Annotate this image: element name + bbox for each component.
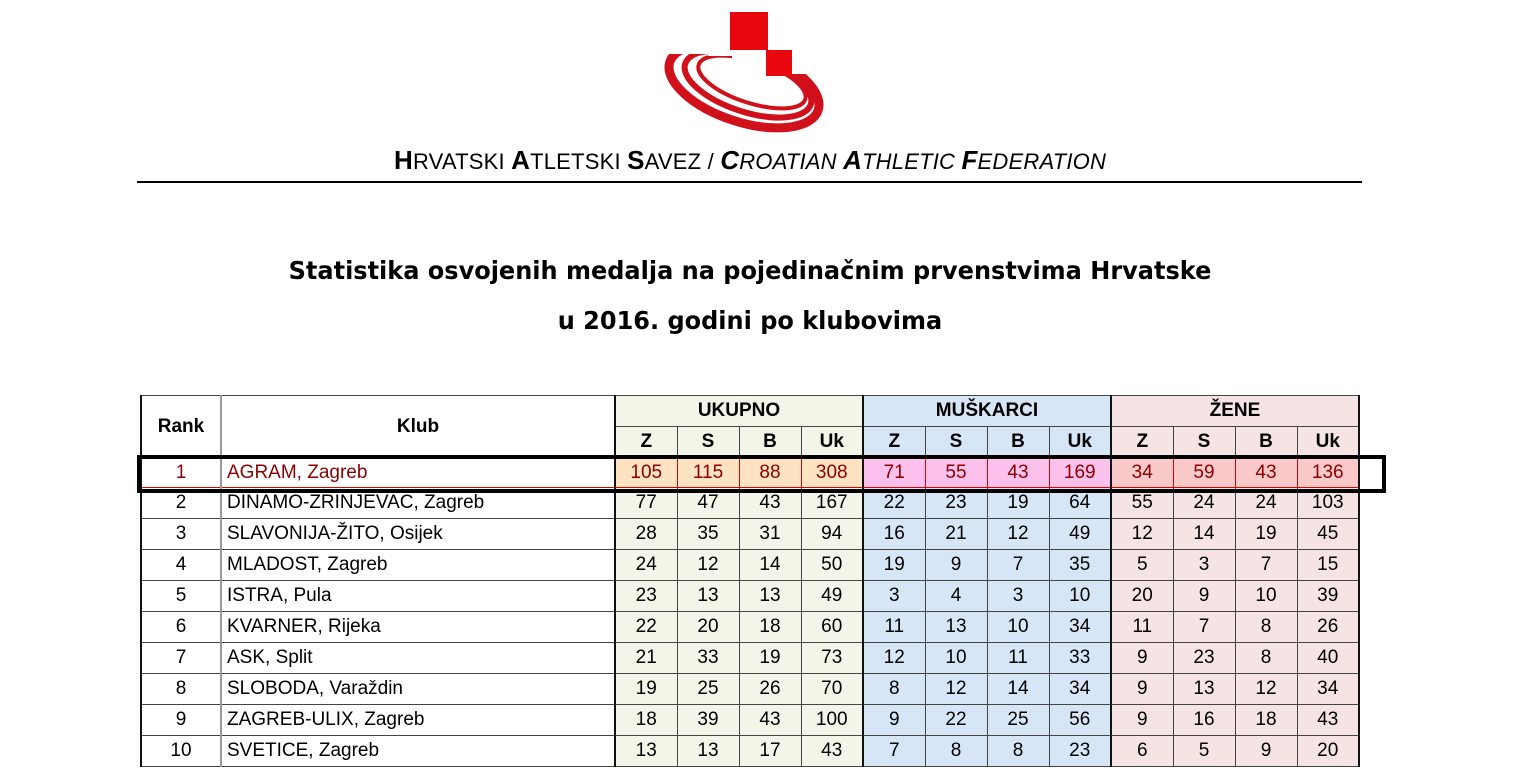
federation-word: FEDERATION	[961, 145, 1107, 175]
rank-cell: 10	[141, 736, 221, 767]
group-header-ukupno: UKUPNO	[615, 396, 863, 427]
ze-z-cell: 55	[1111, 488, 1173, 519]
uk-uk-cell: 73	[801, 643, 863, 674]
club-name-cell: SLAVONIJA-ŽITO, Osijek	[221, 519, 615, 550]
mu-b-cell: 7	[987, 550, 1049, 581]
sub-header-ukupno-b: B	[739, 427, 801, 458]
ze-b-cell: 8	[1235, 612, 1297, 643]
club-name-cell: KVARNER, Rijeka	[221, 612, 615, 643]
uk-uk-cell: 60	[801, 612, 863, 643]
ze-s-cell: 24	[1173, 488, 1235, 519]
table-row	[141, 612, 1359, 643]
mu-uk-cell: 64	[1049, 488, 1111, 519]
ze-s-cell: 59	[1173, 458, 1235, 488]
mu-uk-cell: 10	[1049, 581, 1111, 612]
uk-s-cell: 115	[677, 458, 739, 488]
club-name-cell: ASK, Split	[221, 643, 615, 674]
ze-uk-cell: 43	[1297, 705, 1359, 736]
table-row	[141, 458, 1359, 488]
table-row	[141, 705, 1359, 736]
federation-word: HRVATSKI	[393, 145, 512, 175]
klub-header: Klub	[221, 396, 615, 458]
sub-header-muskarci-b: B	[987, 427, 1049, 458]
club-name-cell: AGRAM, Zagreb	[221, 458, 615, 488]
ze-b-cell: 43	[1235, 458, 1297, 488]
rank-cell: 7	[141, 643, 221, 674]
uk-uk-cell: 50	[801, 550, 863, 581]
medal-table	[140, 395, 1360, 767]
uk-z-cell: 105	[615, 458, 677, 488]
table-row	[141, 736, 1359, 767]
mu-s-cell: 10	[925, 643, 987, 674]
uk-s-cell: 13	[677, 736, 739, 767]
sub-header-muskarci-uk: Uk	[1049, 427, 1111, 458]
header-divider	[137, 181, 1362, 183]
mu-uk-cell: 56	[1049, 705, 1111, 736]
club-name-cell: SLOBODA, Varaždin	[221, 674, 615, 705]
federation-name	[0, 145, 1500, 176]
federation-word: CROATIAN	[720, 145, 844, 175]
mu-b-cell: 12	[987, 519, 1049, 550]
ze-z-cell: 12	[1111, 519, 1173, 550]
sub-header-ukupno-s: S	[677, 427, 739, 458]
mu-b-cell: 14	[987, 674, 1049, 705]
ze-b-cell: 24	[1235, 488, 1297, 519]
sub-header-muskarci-s: S	[925, 427, 987, 458]
ze-s-cell: 9	[1173, 581, 1235, 612]
ze-s-cell: 7	[1173, 612, 1235, 643]
mu-uk-cell: 169	[1049, 458, 1111, 488]
ze-s-cell: 3	[1173, 550, 1235, 581]
mu-uk-cell: 34	[1049, 674, 1111, 705]
ze-s-cell: 16	[1173, 705, 1235, 736]
mu-b-cell: 3	[987, 581, 1049, 612]
sub-header-zene-b: B	[1235, 427, 1297, 458]
rank-header: Rank	[141, 396, 221, 458]
uk-s-cell: 12	[677, 550, 739, 581]
group-header-muskarci: MUŠKARCI	[863, 396, 1111, 427]
federation-word: ATHLETIC	[843, 145, 962, 175]
uk-z-cell: 24	[615, 550, 677, 581]
mu-uk-cell: 35	[1049, 550, 1111, 581]
federation-word: SAVEZ /	[627, 145, 721, 175]
mu-s-cell: 21	[925, 519, 987, 550]
rank-cell: 4	[141, 550, 221, 581]
uk-b-cell: 14	[739, 550, 801, 581]
ze-uk-cell: 15	[1297, 550, 1359, 581]
uk-uk-cell: 100	[801, 705, 863, 736]
mu-z-cell: 22	[863, 488, 925, 519]
ze-b-cell: 7	[1235, 550, 1297, 581]
uk-s-cell: 25	[677, 674, 739, 705]
ze-s-cell: 14	[1173, 519, 1235, 550]
mu-z-cell: 9	[863, 705, 925, 736]
uk-uk-cell: 308	[801, 458, 863, 488]
uk-b-cell: 43	[739, 488, 801, 519]
sub-header-zene-s: S	[1173, 427, 1235, 458]
ze-uk-cell: 20	[1297, 736, 1359, 767]
uk-uk-cell: 94	[801, 519, 863, 550]
ze-uk-cell: 39	[1297, 581, 1359, 612]
ze-b-cell: 8	[1235, 643, 1297, 674]
club-name-cell: ISTRA, Pula	[221, 581, 615, 612]
uk-s-cell: 20	[677, 612, 739, 643]
ze-z-cell: 9	[1111, 674, 1173, 705]
ze-uk-cell: 136	[1297, 458, 1359, 488]
ze-z-cell: 34	[1111, 458, 1173, 488]
rank-cell: 9	[141, 705, 221, 736]
rank-cell: 2	[141, 488, 221, 519]
mu-s-cell: 8	[925, 736, 987, 767]
ze-uk-cell: 26	[1297, 612, 1359, 643]
uk-uk-cell: 43	[801, 736, 863, 767]
uk-b-cell: 13	[739, 581, 801, 612]
club-name-cell: DINAMO-ZRINJEVAC, Zagreb	[221, 488, 615, 519]
uk-uk-cell: 70	[801, 674, 863, 705]
uk-b-cell: 18	[739, 612, 801, 643]
ze-s-cell: 13	[1173, 674, 1235, 705]
rank-cell: 5	[141, 581, 221, 612]
uk-z-cell: 21	[615, 643, 677, 674]
mu-s-cell: 4	[925, 581, 987, 612]
rank-cell: 6	[141, 612, 221, 643]
mu-z-cell: 16	[863, 519, 925, 550]
uk-z-cell: 28	[615, 519, 677, 550]
header-row-groups	[141, 396, 1359, 427]
ze-uk-cell: 34	[1297, 674, 1359, 705]
sub-header-zene-z: Z	[1111, 427, 1173, 458]
mu-s-cell: 9	[925, 550, 987, 581]
ze-z-cell: 6	[1111, 736, 1173, 767]
document-title-line2: u 2016. godini po klubovima	[557, 306, 943, 335]
mu-s-cell: 55	[925, 458, 987, 488]
ze-uk-cell: 45	[1297, 519, 1359, 550]
mu-z-cell: 11	[863, 612, 925, 643]
table-row	[141, 550, 1359, 581]
uk-b-cell: 43	[739, 705, 801, 736]
ze-b-cell: 10	[1235, 581, 1297, 612]
ze-b-cell: 18	[1235, 705, 1297, 736]
uk-b-cell: 88	[739, 458, 801, 488]
mu-z-cell: 71	[863, 458, 925, 488]
table-row	[141, 643, 1359, 674]
ze-z-cell: 11	[1111, 612, 1173, 643]
ze-b-cell: 9	[1235, 736, 1297, 767]
sub-header-zene-uk: Uk	[1297, 427, 1359, 458]
uk-z-cell: 18	[615, 705, 677, 736]
document-title-line1: Statistika osvojenih medalja na pojedinačnim prvenstvima Hrvatske	[288, 256, 1212, 285]
mu-b-cell: 25	[987, 705, 1049, 736]
mu-z-cell: 12	[863, 643, 925, 674]
mu-z-cell: 7	[863, 736, 925, 767]
table-row	[141, 488, 1359, 519]
rank-cell: 3	[141, 519, 221, 550]
ze-uk-cell: 40	[1297, 643, 1359, 674]
uk-s-cell: 13	[677, 581, 739, 612]
uk-z-cell: 22	[615, 612, 677, 643]
mu-uk-cell: 49	[1049, 519, 1111, 550]
mu-b-cell: 19	[987, 488, 1049, 519]
ze-uk-cell: 103	[1297, 488, 1359, 519]
mu-b-cell: 11	[987, 643, 1049, 674]
uk-s-cell: 39	[677, 705, 739, 736]
federation-logo-icon	[660, 4, 840, 136]
ze-z-cell: 5	[1111, 550, 1173, 581]
mu-b-cell: 43	[987, 458, 1049, 488]
uk-z-cell: 23	[615, 581, 677, 612]
mu-b-cell: 10	[987, 612, 1049, 643]
mu-z-cell: 8	[863, 674, 925, 705]
mu-uk-cell: 33	[1049, 643, 1111, 674]
ze-s-cell: 5	[1173, 736, 1235, 767]
uk-z-cell: 13	[615, 736, 677, 767]
sub-header-ukupno-z: Z	[615, 427, 677, 458]
sub-header-ukupno-uk: Uk	[801, 427, 863, 458]
mu-s-cell: 22	[925, 705, 987, 736]
mu-z-cell: 19	[863, 550, 925, 581]
ze-s-cell: 23	[1173, 643, 1235, 674]
rank-cell: 8	[141, 674, 221, 705]
ze-z-cell: 9	[1111, 705, 1173, 736]
mu-uk-cell: 23	[1049, 736, 1111, 767]
club-name-cell: ZAGREB-ULIX, Zagreb	[221, 705, 615, 736]
mu-s-cell: 13	[925, 612, 987, 643]
ze-b-cell: 12	[1235, 674, 1297, 705]
mu-b-cell: 8	[987, 736, 1049, 767]
ze-z-cell: 20	[1111, 581, 1173, 612]
uk-b-cell: 19	[739, 643, 801, 674]
club-name-cell: SVETICE, Zagreb	[221, 736, 615, 767]
mu-uk-cell: 34	[1049, 612, 1111, 643]
rank-cell: 1	[141, 458, 221, 488]
mu-z-cell: 3	[863, 581, 925, 612]
uk-b-cell: 17	[739, 736, 801, 767]
uk-b-cell: 31	[739, 519, 801, 550]
club-name-cell: MLADOST, Zagreb	[221, 550, 615, 581]
mu-s-cell: 23	[925, 488, 987, 519]
table-row	[141, 519, 1359, 550]
uk-s-cell: 47	[677, 488, 739, 519]
uk-s-cell: 35	[677, 519, 739, 550]
uk-z-cell: 19	[615, 674, 677, 705]
uk-z-cell: 77	[615, 488, 677, 519]
uk-b-cell: 26	[739, 674, 801, 705]
ze-z-cell: 9	[1111, 643, 1173, 674]
uk-uk-cell: 49	[801, 581, 863, 612]
table-row	[141, 674, 1359, 705]
mu-s-cell: 12	[925, 674, 987, 705]
uk-s-cell: 33	[677, 643, 739, 674]
group-header-zene: ŽENE	[1111, 396, 1359, 427]
sub-header-muskarci-z: Z	[863, 427, 925, 458]
table-row	[141, 581, 1359, 612]
uk-uk-cell: 167	[801, 488, 863, 519]
ze-b-cell: 19	[1235, 519, 1297, 550]
federation-word: ATLETSKI	[511, 145, 628, 175]
